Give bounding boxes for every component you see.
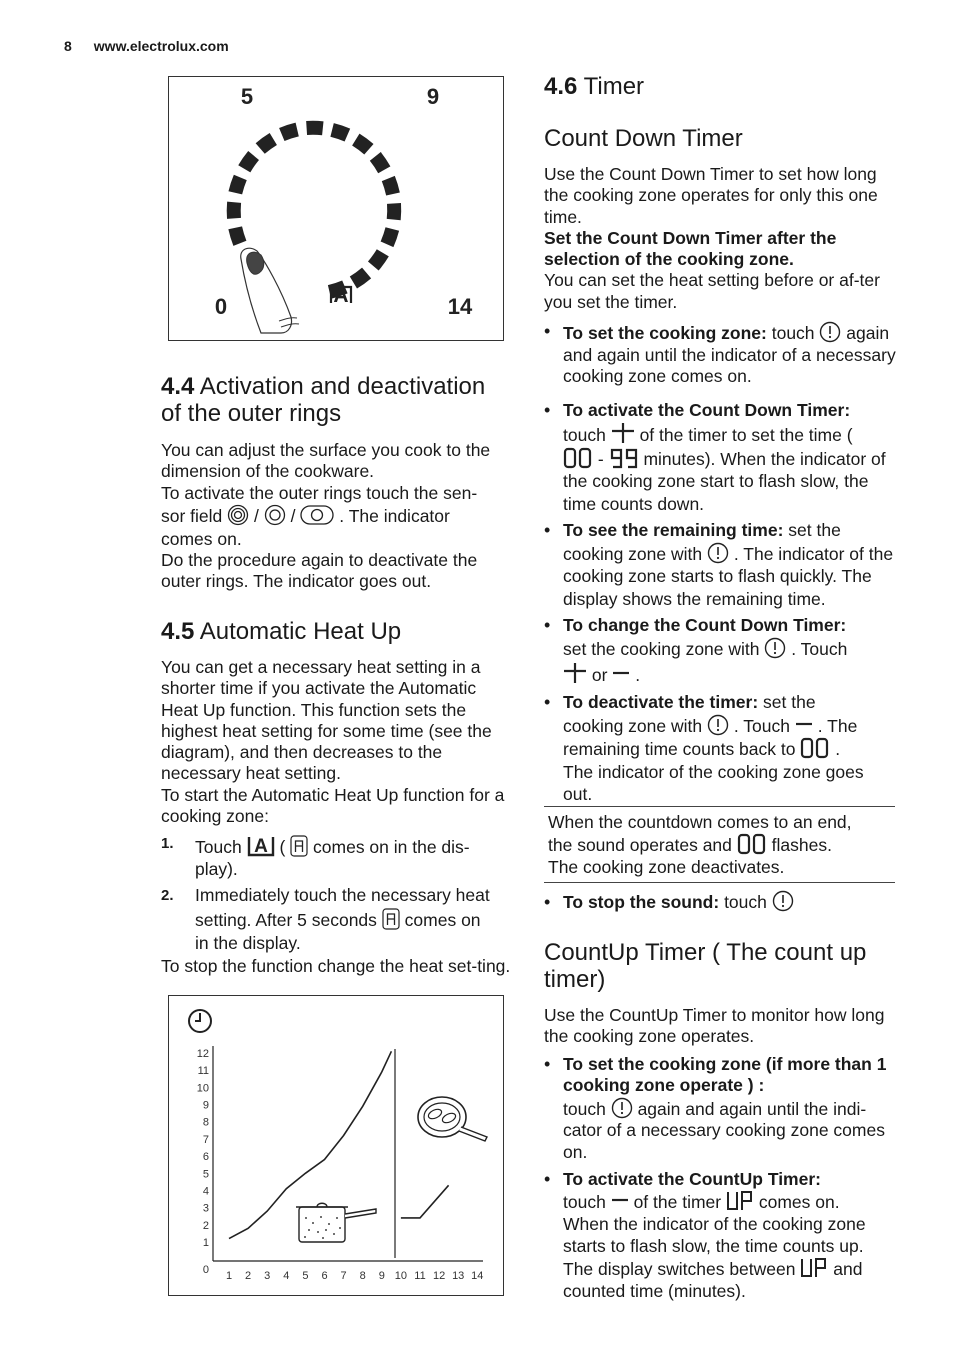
display-up-icon — [726, 1190, 754, 1212]
x-tick-label: 3 — [264, 1270, 271, 1282]
display-a-icon — [382, 908, 400, 930]
dial-label-9: 9 — [426, 84, 440, 109]
frying-pan-icon — [418, 1097, 487, 1141]
timer-icon — [819, 321, 841, 343]
x-tick-label: 14 — [471, 1270, 484, 1282]
bullet-activate-count-down: • To activate the Count Down Timer: touch of the timer to set the time ( - minutes). When the indicator of the cooking zone start to flash slow, the time counts down. — [544, 399, 896, 516]
timer-icon — [764, 637, 786, 659]
bullet-stop-sound: • To stop the sound: touch — [544, 890, 896, 914]
y-tick-label: 1 — [202, 1237, 209, 1249]
count-down-timer-heading: Count Down Timer — [544, 125, 743, 152]
heat-dial-illustration — [169, 77, 503, 340]
countup-timer-heading: CountUp Timer ( The count up timer) — [544, 939, 867, 993]
site-url: www.electrolux.com — [93, 38, 229, 54]
section-4-4-para-3: Do the procedure again to deactivate the outer rings. The indicator goes out. — [161, 550, 478, 592]
saucepan-icon — [296, 1203, 376, 1242]
count-down-para-3: You can set the heat setting before or af-ter you set the timer. — [544, 270, 880, 312]
x-tick-label: 4 — [283, 1270, 290, 1282]
section-4-4 — [161, 373, 511, 593]
x-tick-label: 7 — [340, 1270, 347, 1282]
bullet-see-remaining: • To see the remaining time: set the cooking zone with . The indicator of the cooking zone starts to flash quickly. The display shows the remaining time. — [544, 519, 896, 610]
bullet-change-count-down: • To change the Count Down Timer: set the cooking zone with . Touch or . — [544, 614, 896, 687]
clock-icon — [189, 1010, 211, 1032]
section-4-5-para-1: You can get a necessary heat setting in a shorter time if you activate the Automatic Heat Up function. This function sets the highest heat setting for some time (see the diagram), and then decreases to the necessary heat setting. — [161, 657, 492, 784]
count-down-para-2: Set the Count Down Timer after the selection of the cooking zone. — [544, 227, 837, 270]
count-down-para-1: Use the Count Down Timer to set how long the cooking zone operates for only this one time. — [544, 164, 878, 227]
note-text: When the countdown comes to an end, the sound operates and flashes. The cooking zone deactivates. — [548, 812, 852, 877]
dial-label-0: 0 — [214, 294, 228, 319]
svg-text:A: A — [253, 836, 268, 858]
oval-zone-icon — [300, 504, 334, 526]
bullet-set-cooking-zone: • To set the cooking zone: touch again and again until the indicator of a necessary cooking zone comes on. — [544, 321, 896, 388]
heat-up-chart — [169, 996, 503, 1295]
step-1: 1. Touch A ( comes on in the dis- play). — [161, 835, 470, 880]
x-tick-label: 10 — [394, 1270, 408, 1282]
x-tick-label: 12 — [432, 1270, 446, 1282]
y-tick-label: 8 — [202, 1116, 209, 1129]
y-tick-label: 11 — [197, 1065, 209, 1078]
x-tick-label: 1 — [225, 1270, 233, 1282]
countdown-end-note — [544, 806, 895, 883]
y-tick-label: 3 — [202, 1202, 209, 1215]
bullet-activate-countup: • To activate the CountUp Timer: touch of the timer comes on. When the indicator of the cooking zone starts to flash slow, the time counts up. The display switches between and counted time (minutes). — [544, 1168, 896, 1302]
section-4-5-heading: 4.5 Automatic Heat Up — [161, 618, 402, 645]
y-tick-label: 10 — [196, 1082, 209, 1095]
section-4-6-heading: 4.6 Timer — [544, 73, 645, 100]
dial-label-5: 5 — [240, 84, 254, 109]
display-00-icon — [737, 833, 767, 855]
section-4-5-para-2: To start the Automatic Heat Up function for a cooking zone: — [161, 784, 505, 827]
x-tick-label: 5 — [302, 1270, 309, 1282]
timer-icon — [707, 542, 729, 564]
x-tick-label: 8 — [359, 1270, 366, 1282]
bullet-countup-set-zone: • To set the cooking zone (if more than 1 cooking zone operate ) : touch again and again until the indi-cator of a necessary cooking zone comes on. — [544, 1054, 896, 1164]
x-tick-label: 6 — [321, 1270, 328, 1282]
minus-icon — [612, 665, 630, 685]
x-tick-label: 9 — [378, 1270, 385, 1282]
x-tick-label: 2 — [245, 1270, 252, 1282]
display-a-icon — [290, 835, 308, 857]
minus-icon — [795, 716, 813, 736]
auto-heat-icon — [247, 833, 275, 857]
step-2: 2. Immediately touch the necessary heat setting. After 5 seconds comes on in the display. — [161, 885, 490, 954]
x-tick-label: 11 — [414, 1270, 426, 1282]
y-tick-label: 6 — [202, 1151, 209, 1164]
section-4-4-para-2b: sor field / / . The indicator — [161, 505, 450, 526]
section-4-4-heading: 4.4 Activation and deactivation of the outer rings — [161, 373, 486, 427]
timer-icon — [772, 890, 794, 912]
triple-ring-icon — [227, 504, 249, 526]
section-4-4-para-2a: To activate the outer rings touch the sen- — [161, 482, 478, 503]
display-00-icon — [563, 447, 593, 469]
minus-icon — [611, 1192, 629, 1212]
y-tick-label: 2 — [202, 1219, 209, 1232]
x-tick-label: 13 — [452, 1270, 465, 1282]
auto-symbol: A — [333, 284, 349, 307]
y-tick-label: 12 — [196, 1048, 209, 1060]
section-4-4-para-2c: comes on. — [161, 528, 242, 549]
section-4-5 — [161, 618, 511, 977]
countup-para-1: Use the CountUp Timer to monitor how long the cooking zone operates. — [544, 1005, 885, 1047]
y-tick-label: 0 — [202, 1264, 209, 1276]
heat-up-chart-figure — [168, 995, 504, 1296]
display-00-icon — [800, 737, 830, 759]
timer-icon — [611, 1097, 633, 1119]
y-tick-label: 7 — [202, 1133, 209, 1146]
section-4-6 — [544, 73, 896, 806]
heat-dial-figure — [168, 76, 504, 341]
plus-icon — [611, 421, 635, 445]
bullet-deactivate-timer: • To deactivate the timer: set the cooking zone with . Touch . The remaining time counts back to . The indicator of the cooking zone goes out. — [544, 691, 896, 806]
section-4-5-para-3: To stop the function change the heat set-ting. — [161, 955, 511, 976]
y-tick-label: 5 — [202, 1168, 209, 1181]
y-tick-label: 4 — [202, 1185, 209, 1198]
page-header — [64, 38, 229, 54]
plus-icon — [563, 661, 587, 685]
section-4-6-cont — [544, 890, 896, 1302]
display-up-icon — [800, 1257, 828, 1279]
dial-label-14: 14 — [447, 294, 473, 319]
section-4-4-para-1: You can adjust the surface you cook to the dimension of the cookware. — [161, 440, 491, 482]
y-tick-label: 9 — [202, 1099, 209, 1112]
double-ring-icon — [264, 504, 286, 526]
page-number: 8 — [64, 38, 72, 54]
display-99-icon — [609, 447, 639, 469]
series-line-2 — [401, 1185, 449, 1218]
timer-icon — [707, 714, 729, 736]
